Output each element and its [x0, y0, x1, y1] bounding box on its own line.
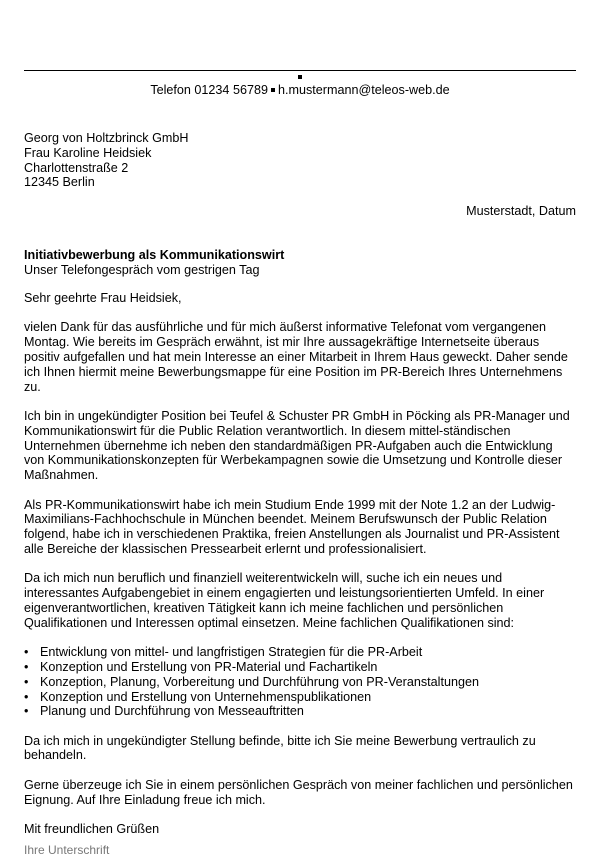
- text-line: Qualifikationen und Interessen optimal einsetzen. Meine fachlichen Qualifikationen sind:: [24, 615, 515, 630]
- paragraph: [24, 498, 576, 557]
- text-line: Gerne überzeuge ich Sie in einem persönlichen Gespräch von meiner fachlichen und persönlichen: [24, 777, 573, 792]
- text-line: interessantes Aufgabengebiet in einem engagierten und leistungsorientierten Umfeld. In einer: [24, 586, 545, 601]
- bullet-icon: •: [24, 645, 29, 660]
- qualifications-list: [24, 645, 576, 719]
- subject-title: Initiativbewerbung als Kommunikationswirt: [24, 248, 285, 262]
- text-line: zu.: [24, 379, 41, 394]
- list-item: [24, 675, 576, 690]
- letter-body: [24, 291, 576, 851]
- text-line: Ich bin in ungekündigter Position bei Teufel & Schuster PR GmbH in Pöcking als PR-Manager und: [24, 408, 570, 423]
- list-item: [24, 704, 576, 719]
- list-item-text: Konzeption und Erstellung von PR-Material und Fachartikeln: [40, 659, 378, 674]
- recipient-address: [24, 131, 188, 190]
- bullet-icon: •: [24, 704, 29, 719]
- square-bullet-icon: [271, 88, 275, 92]
- text-line: eigenverantwortlichen, kreativen Tätigkeit kann ich meine fachlichen und persönlichen: [24, 600, 504, 615]
- letter-page: [24, 0, 576, 857]
- header-square-icon: [298, 75, 302, 79]
- signature-placeholder: Ihre Unterschrift: [24, 843, 110, 857]
- bullet-icon: •: [24, 689, 29, 704]
- text-line: Als PR-Kommunikationswirt habe ich mein Studium Ende 1999 mit der Note 1.2 an der Ludwig-: [24, 497, 556, 512]
- list-item: [24, 690, 576, 705]
- bullet-icon: •: [24, 659, 29, 674]
- recipient-company: Georg von Holtzbrinck GmbH: [24, 131, 189, 145]
- header-phone: Telefon 01234 56789: [150, 83, 268, 97]
- text-line: folgend, habe ich in verschiedenen Praktika, freien Anstellungen als Journalist und PR-Assistent: [24, 527, 560, 542]
- text-line: positiv aufgefallen und hat mein Interesse an einer Mitarbeit in Ihrem Haus geweckt. Daher sende: [24, 349, 568, 364]
- paragraph: [24, 320, 576, 394]
- list-item: [24, 645, 576, 660]
- paragraph: [24, 778, 576, 808]
- text-line: Montag. Wie bereits im Gespräch erwähnt, ist mir Ihre aussagekräftige Internetseite überaus: [24, 335, 540, 350]
- list-item-text: Konzeption und Erstellung von Unternehmenspublikationen: [40, 689, 372, 704]
- header-email: h.mustermann@teleos-web.de: [277, 83, 450, 97]
- salutation: Sehr geehrte Frau Heidsiek,: [24, 291, 182, 305]
- text-line: Maßnahmen.: [24, 468, 99, 483]
- text-line: Unternehmen übernehme ich neben den standardmäßigen PR-Aufgaben auch die Entwicklung: [24, 438, 553, 453]
- list-item-text: Konzeption, Planung, Vorbereitung und Durchführung von PR-Veranstaltungen: [40, 674, 479, 689]
- header-divider: [24, 70, 576, 71]
- text-line: Da ich mich in ungekündigter Stellung befinde, bitte ich Sie meine Bewerbung vertraulich zu: [24, 733, 536, 748]
- list-item-text: Planung und Durchführung von Messeauftritten: [40, 704, 304, 719]
- text-line: Eignung. Auf Ihre Einladung freue ich mich.: [24, 792, 266, 807]
- bullet-icon: •: [24, 674, 29, 689]
- paragraph: [24, 409, 576, 483]
- place-date: Musterstadt, Datum: [466, 204, 576, 218]
- paragraph: [24, 571, 576, 630]
- text-line: Kommunikationswirt für die Public Relation verantwortlich. In diesem mittel-ständischen: [24, 423, 511, 438]
- recipient-street: Charlottenstraße 2: [24, 160, 129, 175]
- recipient-contact: Frau Karoline Heidsiek: [24, 145, 152, 160]
- text-line: Maximilians-Fachhochschule in München beendet. Meinem Berufswunsch der Public Relation: [24, 512, 547, 527]
- text-line: alle Bereiche der klassischen Pressearbeit erlernt und professionalisiert.: [24, 541, 427, 556]
- header-contact-line: [24, 83, 576, 98]
- text-line: vielen Dank für das ausführliche und für mich äußerst informative Telefonat vom vergangenen: [24, 320, 546, 335]
- text-line: behandeln.: [24, 748, 87, 763]
- list-item-text: Entwicklung von mittel- und langfristigen Strategien für die PR-Arbeit: [40, 645, 423, 660]
- paragraph: [24, 734, 576, 764]
- text-line: von Kommunikationskonzepten für Werbekampagnen sowie die Umsetzung und Kontrolle dieser: [24, 453, 563, 468]
- recipient-city: 12345 Berlin: [24, 175, 95, 190]
- subject-reference: Unser Telefongespräch vom gestrigen Tag: [24, 262, 260, 277]
- complimentary-close: Mit freundlichen Grüßen: [24, 822, 160, 837]
- text-line: ich Ihnen hiermit meine Bewerbungsmappe für eine Position im PR-Bereich Ihres Unternehmens: [24, 364, 563, 379]
- text-line: Da ich mich nun beruflich und finanziell weiterentwickeln will, suche ich ein neues und: [24, 571, 503, 586]
- subject-block: [24, 248, 284, 278]
- list-item: [24, 660, 576, 675]
